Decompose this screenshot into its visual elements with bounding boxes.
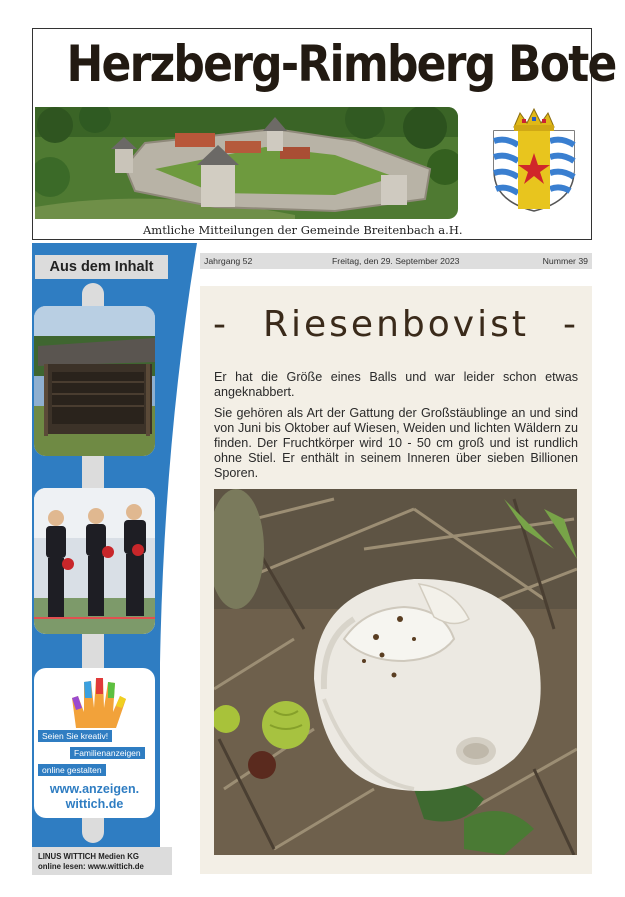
castle-aerial-photo bbox=[35, 107, 458, 219]
municipal-coat-of-arms bbox=[488, 105, 580, 213]
sidebar bbox=[32, 243, 197, 873]
issue-date: Freitag, den 29. September 2023 bbox=[332, 256, 460, 266]
giant-puffball-photo bbox=[214, 489, 577, 855]
newspaper-title: Herzberg-Rimberg Bote bbox=[66, 35, 616, 93]
masthead-subtitle: Amtliche Mitteilungen der Gemeinde Breitenbach a.H. bbox=[143, 223, 463, 237]
shelter-hut-photo[interactable] bbox=[34, 306, 155, 456]
ad-tag-online: online gestalten bbox=[38, 764, 106, 776]
headline-text: Riesenbovist bbox=[263, 304, 529, 345]
wittich-ad-card[interactable] bbox=[34, 668, 155, 818]
colorful-hand-icon bbox=[34, 668, 155, 732]
sidebar-heading: Aus dem Inhalt bbox=[35, 255, 168, 279]
publisher-online-link[interactable]: online lesen: www.wittich.de bbox=[38, 862, 144, 871]
ad-tag-creative: Seien Sie kreativ! bbox=[38, 730, 112, 742]
publisher-name: LINUS WITTICH Medien KG bbox=[38, 852, 139, 861]
issue-info-bar bbox=[200, 253, 592, 269]
masthead bbox=[32, 28, 616, 240]
article-paragraph-1: Er hat die Größe eines Balls und war leider schon etwas angeknabbert. bbox=[214, 370, 578, 399]
article-paragraph-2: Sie gehören als Art der Gattung der Großstäublinge an und sind von Juni bis Oktober auf Wiesen, Weiden und lichten Wäldern zu finden. Der Fruchtkörper wird 10 - 50 cm groß und ist rundlich ohne Stiel. Er enthält in seinem Inneren über sieben Billionen Sporen. bbox=[214, 406, 578, 480]
ad-url-line2[interactable]: wittich.de bbox=[65, 797, 124, 811]
headline-dash-left: - bbox=[213, 304, 229, 345]
volume-label: Jahrgang 52 bbox=[204, 256, 253, 266]
issue-number: Nummer 39 bbox=[542, 256, 588, 266]
table-tennis-kids-photo[interactable] bbox=[34, 488, 155, 634]
ad-tag-family-ads: Familienanzeigen bbox=[70, 747, 145, 759]
headline-dash-right: - bbox=[563, 304, 579, 345]
ad-url-line1[interactable]: www.anzeigen. bbox=[49, 782, 140, 796]
publisher-footer bbox=[32, 847, 172, 875]
feature-article bbox=[200, 286, 592, 874]
